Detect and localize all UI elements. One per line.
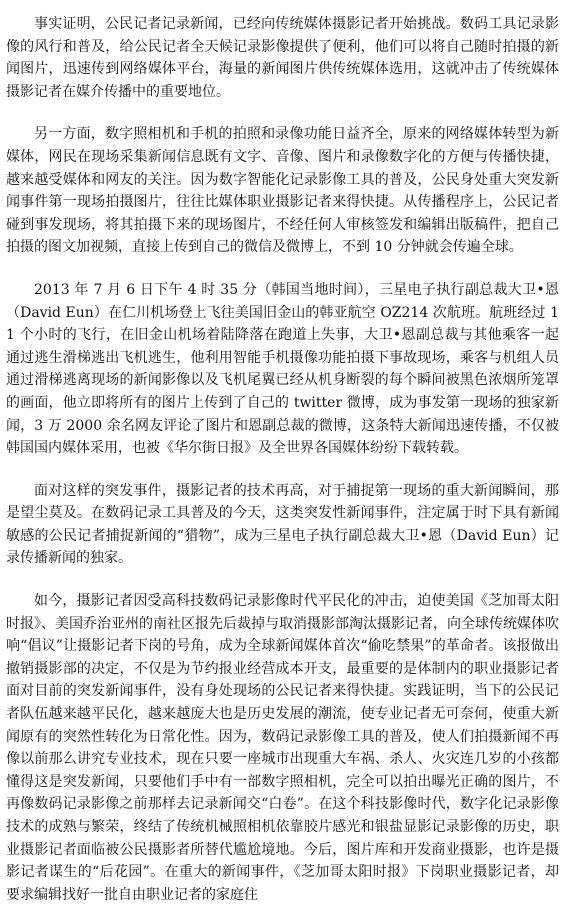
- paragraph-digital-camera-new-media: 另一方面，数字照相机和手机的拍照和录像功能日益齐全，原来的网络媒体转型为新媒体，网民在现场采集新闻信息既有文字、音像、图片和录像数字化的方便与传播快捷，越来越受媒体和网友的关注。因为数字智能化记录影像工具的普及，公民身处重大突发新闻事件第一现场拍摄图片，往往比媒体职业摄影记者来得快捷。从传播程序上，公民记者碰到事发现场，将其拍摄下来的现场图片，不经任何人审核签发和编辑出版稿件，把自己拍摄的图文加视频，直接上传到自己的微信及微博上，不到 10 分钟就会传遍全球。: [6, 126, 559, 256]
- paragraph-breaking-news-speed: 面对这样的突发事件，摄影记者的技术再高，对于捕捉第一现场的重大新闻瞬间，那是望尘莫及。在数码记录工具普及的今天，这类突发性新闻事件，注定属于时下具有新闻敏感的公民记者捕捉新闻的“猎物”，成为三星电子执行副总裁大卫•恩（David Eun）记录传播新闻的独家。: [6, 482, 559, 567]
- paragraph-asiana-oz214-case: 2013 年 7 月 6 日下午 4 时 35 分（韩国当地时间），三星电子执行副总裁大卫•恩（David Eun）在仁川机场登上飞往美国旧金山的韩亚航空 OZ214 次航班。航班经过 11 个小时的飞行，在旧金山机场着陆降落在跑道上失事，大卫•恩副总裁与其他乘客一起通过逃生滑梯逃出飞机逃生，他利用智能手机摄像功能拍摄下事故现场，乘客与机组人员通过滑梯逃离现场的新闻影像以及飞机尾翼已经从机身断裂的每个瞬间被黑色浓烟所笼罩的画面，他立即将所有的图片上传到了自己的 twitter 微博，成为事发第一现场的独家新闻，3 万 2000 余名网友评论了图片和恩副总裁的微博，这条特大新闻迅速传播，不仅被韩国国内媒体采用，也被《华尔街日报》及全世界各国媒体纷纷下载转载。: [6, 281, 559, 457]
- paragraph-citizen-journalists-challenge: 事实证明，公民记者记录新闻，已经向传统媒体摄影记者开始挑战。数码工具记录影像的风行和普及，给公民记者全天候记录影像提供了便利，他们可以将自己随时拍摄的新闻图片，迅速传到网络媒体平台，海量的新闻图片供传统媒体选用，这就冲击了传统媒体摄影记者在媒介传播中的重要地位。: [6, 16, 559, 100]
- paragraph-photojournalist-layoffs: 如今，摄影记者因受高科技数码记录影像时代平民化的冲击，迫使美国《芝加哥太阳时报》、美国乔治亚州的南社区报先后裁掉与取消摄影部淘汰摄影记者，向全球传统媒体吹响“倡议”让摄影记者下岗的号角，成为全球新闻媒体首次“偷吃禁果”的革命者。该报做出撤销摄影部的决定，不仅是为节约报业经营成本开支，最重要的是体制内的职业摄影记者面对目前的突发新闻事件，没有身处现场的公民记者来得快捷。实践证明，当下的公民记者队伍越来越平民化，越来越庞大也是历史发展的潮流，使专业记者无可奈何，使重大新闻原有的突然性转化为日常化性。因为，数码记录影像工具的普及，使人们拍摄新闻不再像以前那么讲究专业技术，现在只要一座城市出现重大车祸、杀人、火灾连几岁的小孩都懂得这是突发新闻，只要他们手中有一部数字照相机，完全可以拍出曝光正确的图片，不再像数码记录影像之前那样去记录新闻交“白卷”。在这个科技影像时代，数字化记录影像技术的成熟与繁荣，终结了传统机械照相机依靠胶片感光和银盐显影记录影像的历史，职业摄影记者面临被公民摄影者所替代尴尬境地。今后，图片库和开发商业摄影，也许是摄影记者谋生的“后花园”。在重大的新闻事件，《芝加哥太阳时报》下岗职业摄影记者，却要求编辑找好一批自由职业记者的家庭住: [6, 593, 559, 903]
